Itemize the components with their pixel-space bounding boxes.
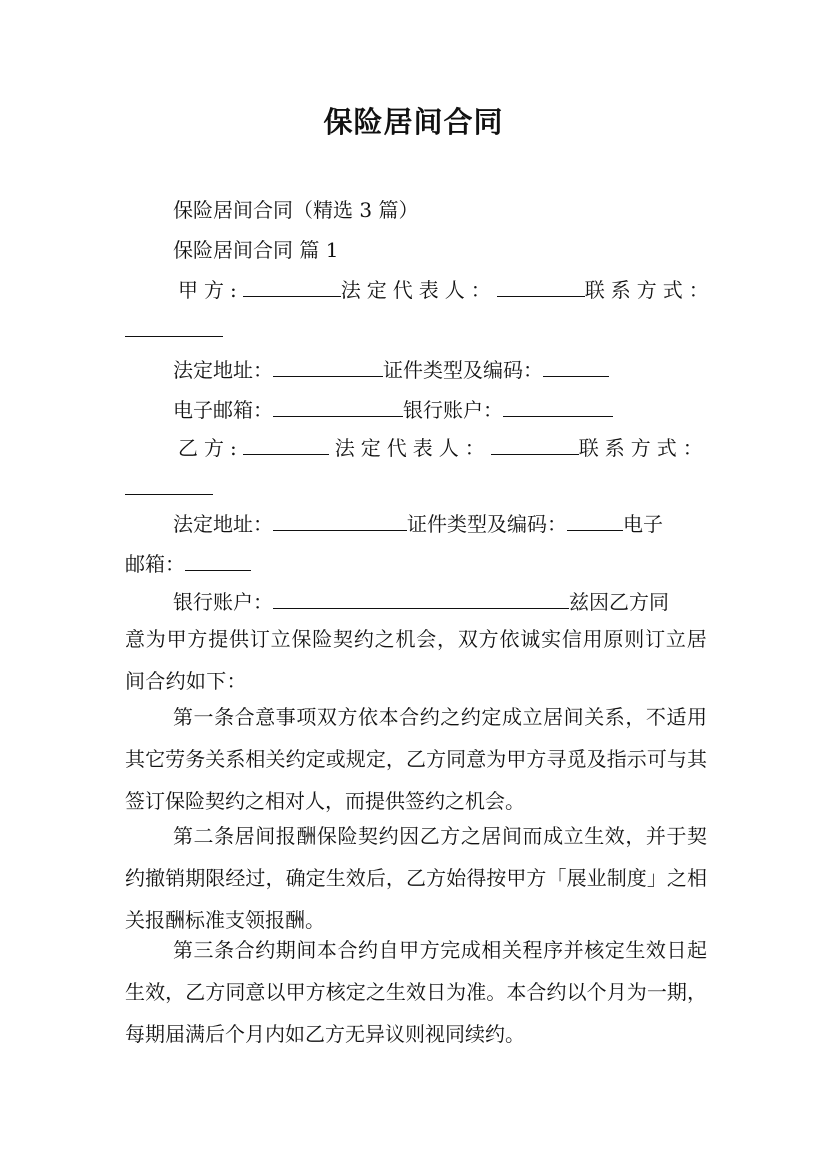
party-a-id-blank xyxy=(543,356,609,377)
party-a-bank-label: 银行账户： xyxy=(403,398,503,422)
party-b-email-blank xyxy=(185,550,251,571)
party-b-blank xyxy=(243,434,329,455)
party-b-bank-label: 银行账户： xyxy=(173,590,273,614)
party-a-contact-blank xyxy=(125,316,223,337)
party-b-email-label-part1: 电子 xyxy=(623,512,663,536)
party-b-contact-label: 联系方式： xyxy=(578,436,709,460)
party-a-contact-row xyxy=(125,310,223,350)
party-a-blank xyxy=(243,276,341,297)
party-a-email-row xyxy=(125,390,613,430)
party-b-bank-blank xyxy=(273,588,569,609)
party-a-bank-blank xyxy=(503,396,613,417)
article-1: 第一条合意事项双方依本合约之约定成立居间关系，不适用其它劳务关系相关约定或规定，乙方同意为甲方寻觅及指示可与其签订保险契约之相对人，而提供签约之机会。 xyxy=(125,705,707,813)
party-a-id-label: 证件类型及编码： xyxy=(383,358,543,382)
party-b-address-blank xyxy=(273,510,407,531)
party-b-address-row xyxy=(125,504,755,544)
party-a-address-label: 法定地址： xyxy=(173,358,273,382)
document-title: 保险居间合同 xyxy=(323,105,504,139)
article-2: 第二条居间报酬保险契约因乙方之居间而成立生效，并于契约撤销期限经过，确定生效后，乙方始得按甲方「展业制度」之相关报酬标准支领报酬。 xyxy=(125,824,707,932)
party-a-address-blank xyxy=(273,356,383,377)
party-b-id-blank xyxy=(567,510,623,531)
party-b-contact-row xyxy=(125,468,213,508)
party-a-rep-blank xyxy=(497,276,585,297)
party-a-rep-label: 法定代表人： xyxy=(340,278,497,302)
intro-continuation: 意为甲方提供订立保险契约之机会，双方依诚实信用原则订立居间合约如下： xyxy=(125,627,707,693)
party-b-rep-blank xyxy=(491,434,579,455)
party-a-contact-label: 联系方式： xyxy=(584,278,715,302)
party-a-label: 甲方: xyxy=(178,278,243,302)
party-b-contact-blank xyxy=(125,474,213,495)
party-b-label: 乙方: xyxy=(178,436,243,460)
article-3: 第三条合约期间本合约自甲方完成相关程序并核定生效日起生效，乙方同意以甲方核定之生效日为准。本合约以个月为一期，每期届满后个月内如乙方无异议则视同续约。 xyxy=(125,938,707,1046)
party-b-email-label-part2: 邮箱： xyxy=(125,552,185,576)
party-b-id-label: 证件类型及编码： xyxy=(407,512,567,536)
party-b-email-row xyxy=(125,544,251,584)
party-a-row xyxy=(178,270,715,310)
party-a-email-blank xyxy=(273,396,403,417)
party-b-bank-following-text: 兹因乙方同 xyxy=(569,590,669,614)
document-subtitle: 保险居间合同（精选 3 篇） xyxy=(173,198,419,222)
party-a-email-label: 电子邮箱： xyxy=(173,398,273,422)
party-b-row xyxy=(178,428,709,468)
section-heading: 保险居间合同 篇 1 xyxy=(173,238,339,262)
party-b-rep-label: 法定代表人： xyxy=(334,436,491,460)
party-b-bank-row xyxy=(125,582,669,622)
party-a-address-row xyxy=(125,350,609,390)
party-b-address-label: 法定地址： xyxy=(173,512,273,536)
